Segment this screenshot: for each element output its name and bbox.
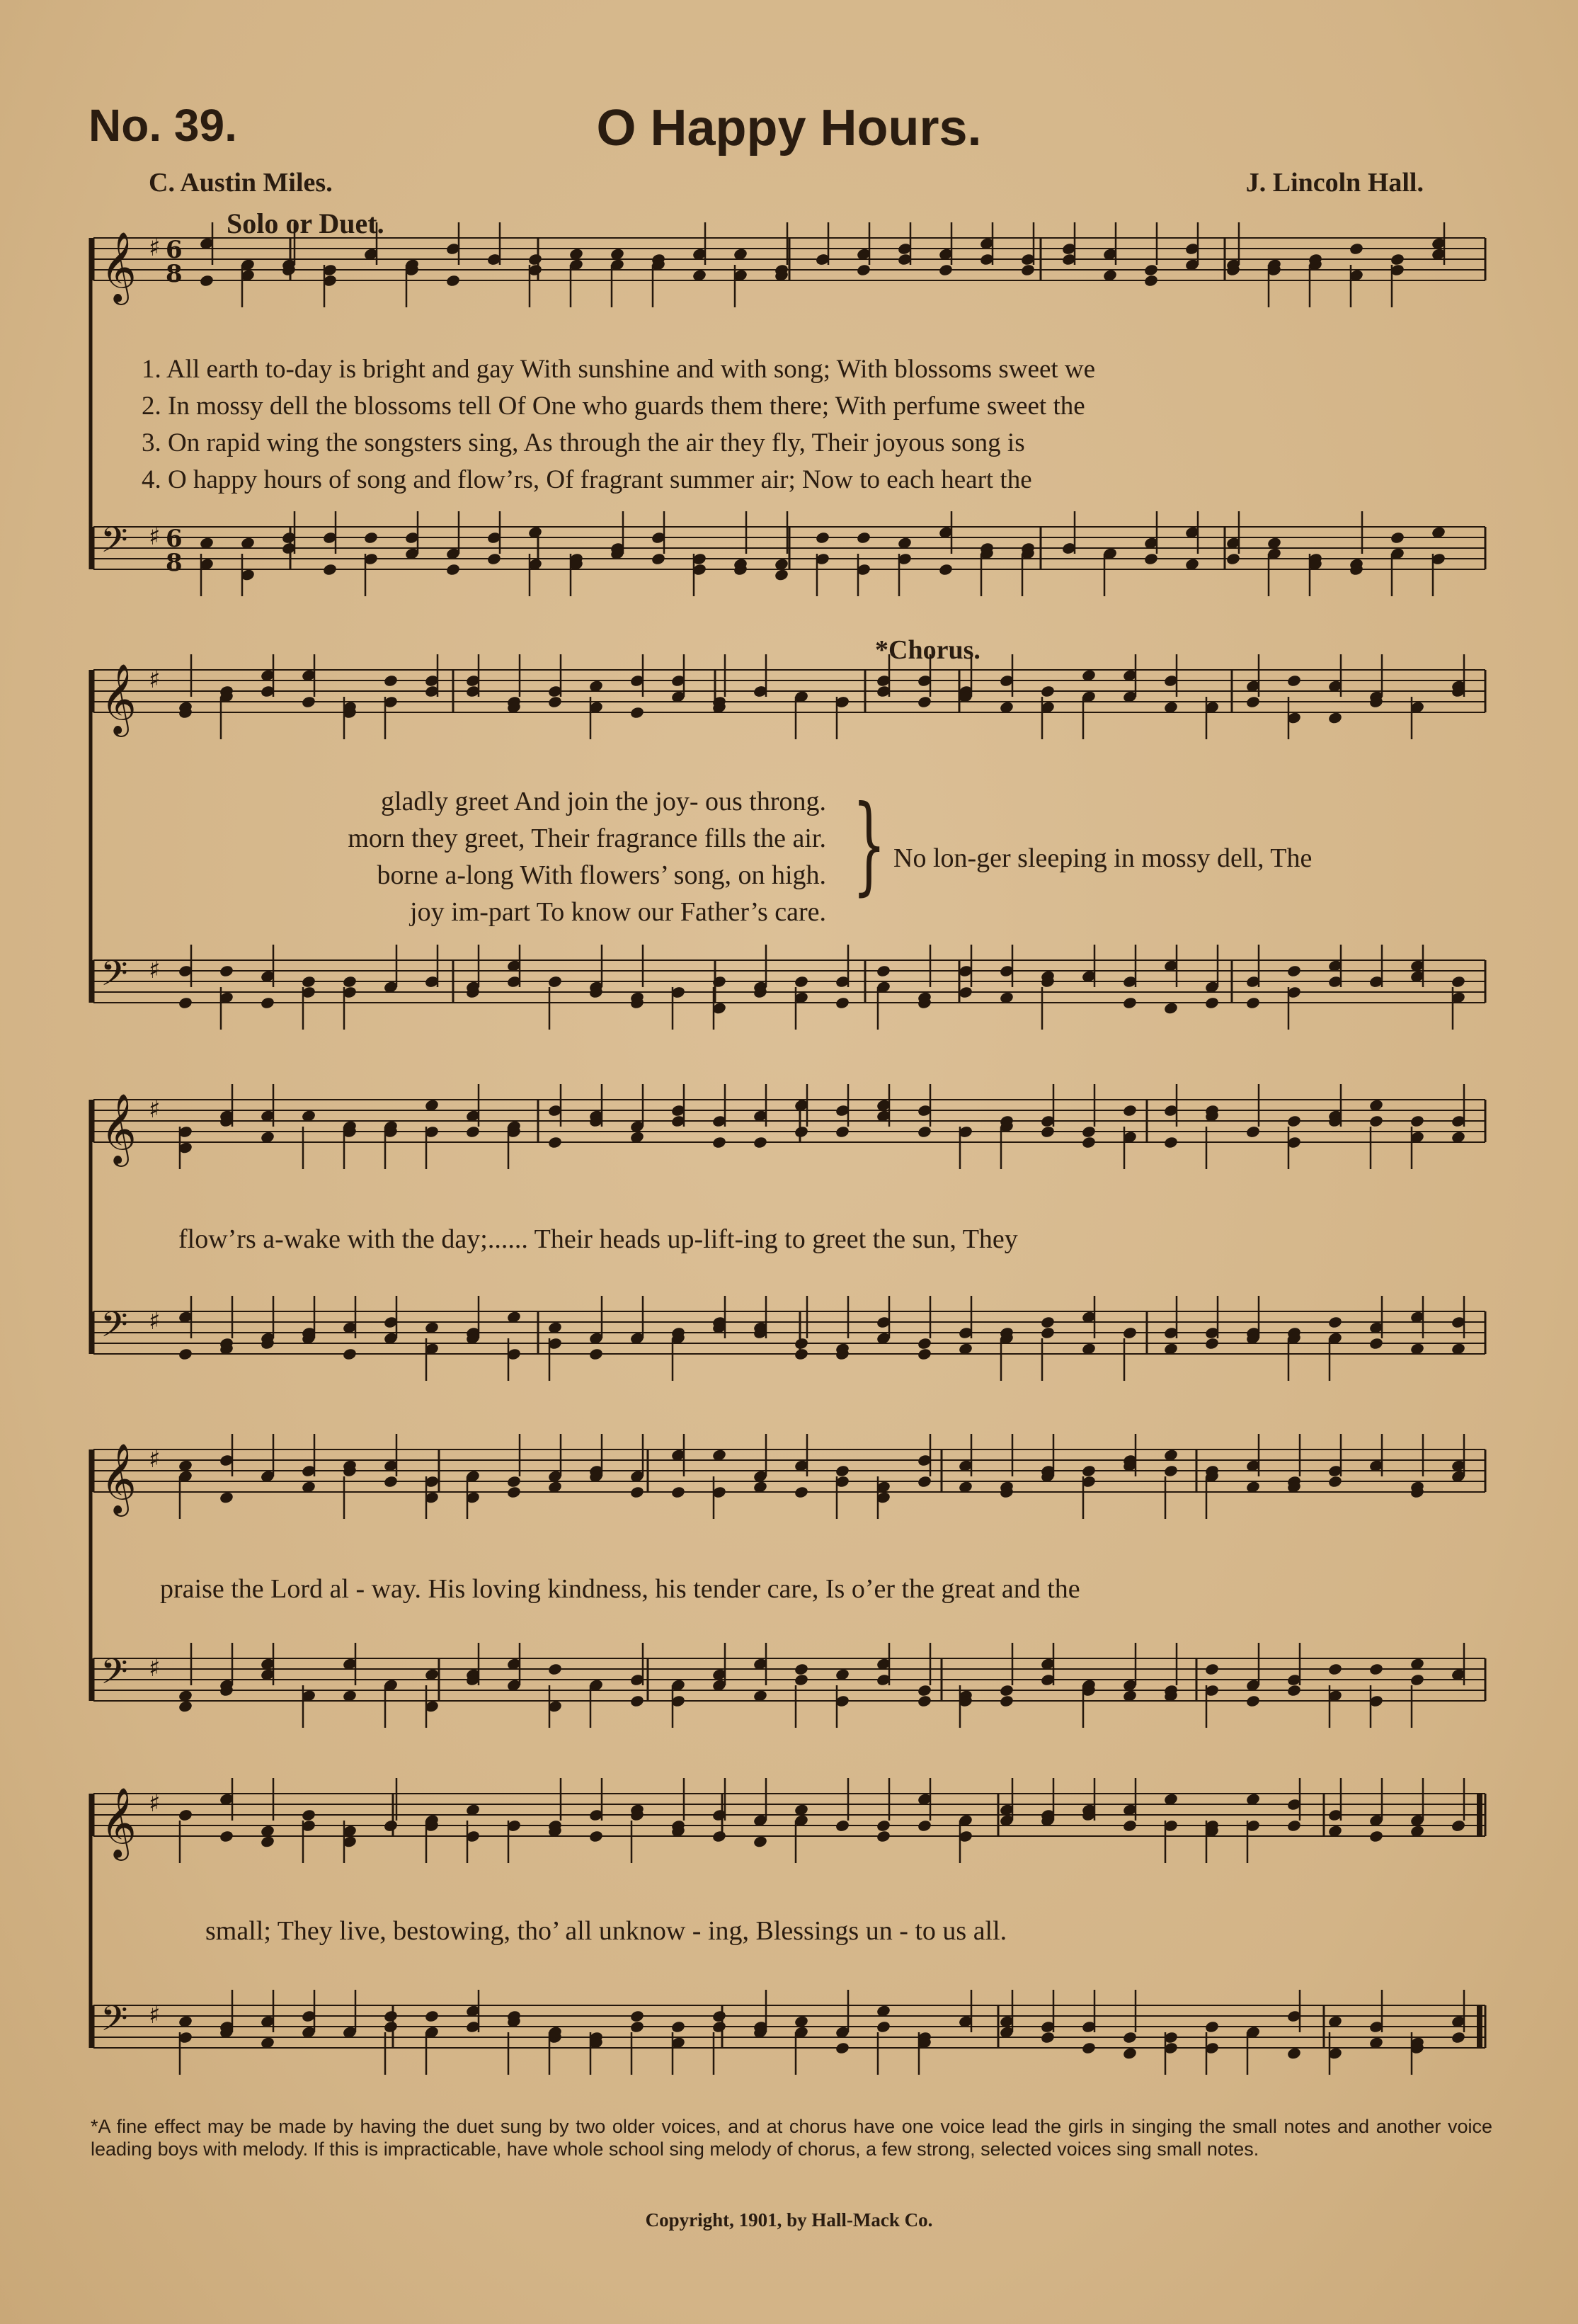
chorus-lyric-1: No lon-ger sleeping in mossy dell, The: [893, 843, 1313, 873]
note-head: [424, 2010, 440, 2023]
note-head: [629, 1694, 645, 1708]
treble-clef-icon: 𝄞: [101, 1443, 137, 1514]
note-head: [1122, 2031, 1138, 2044]
note-head: [178, 1348, 193, 1361]
note-head: [547, 975, 563, 989]
note-head: [1204, 996, 1220, 1010]
note-head: [383, 1819, 399, 1833]
note-head: [1040, 1316, 1056, 1329]
note-head: [938, 263, 954, 277]
note-head: [1081, 1136, 1097, 1149]
note-head: [1451, 1819, 1466, 1833]
note-head: [1040, 1326, 1056, 1340]
note-head: [753, 1136, 768, 1149]
note-head: [917, 1684, 932, 1697]
note-head: [794, 1337, 809, 1350]
note-head: [1122, 2046, 1138, 2060]
note-head: [938, 563, 954, 576]
note-head: [178, 1808, 193, 1822]
note-head: [342, 1348, 358, 1361]
note-head: [1081, 1464, 1097, 1478]
note-head: [999, 1694, 1014, 1708]
note-head: [629, 2010, 645, 2023]
note-head: [1122, 996, 1138, 1010]
key-signature-sharp-icon: ♯: [149, 666, 161, 694]
note-head: [527, 253, 543, 266]
note-head: [1040, 2031, 1056, 2044]
note-head: [1349, 242, 1364, 256]
key-signature-sharp-icon: ♯: [149, 1095, 161, 1124]
bass-clef-icon: 𝄢: [101, 1651, 128, 1701]
note-head: [506, 1475, 522, 1488]
bass-clef-icon: 𝄢: [101, 520, 128, 569]
performance-direction: Solo or Duet.: [227, 207, 384, 239]
verse-ending-4: joy im-part To know our Father’s care.: [410, 897, 826, 927]
note-head: [856, 263, 871, 277]
note-head: [794, 975, 809, 989]
note-head: [670, 1486, 686, 1499]
verse-line-4: 4. O happy hours of song and flow’rs, Of fragrant summer air; Now to each heart the: [142, 465, 1032, 494]
chorus-lyric-4: small; They live, bestowing, tho’ all unknow - ing, Blessings un - to us all.: [205, 1916, 1007, 1946]
time-signature-top: 6: [166, 236, 183, 264]
note-head: [1451, 975, 1466, 989]
note-head: [999, 1684, 1014, 1697]
note-head: [1286, 2046, 1302, 2060]
note-head: [486, 552, 502, 566]
note-head: [917, 1475, 932, 1488]
note-head: [322, 563, 338, 576]
note-head: [383, 2010, 399, 2023]
note-head: [1368, 1115, 1384, 1128]
note-head: [815, 531, 830, 545]
time-signature-bottom: 8: [166, 549, 183, 577]
note-head: [219, 964, 234, 978]
note-head: [711, 1136, 727, 1149]
note-head: [835, 2041, 850, 2055]
note-head: [1143, 274, 1159, 287]
time-signature-top: 6: [166, 525, 183, 553]
note-head: [876, 1830, 891, 1843]
note-head: [1245, 1694, 1261, 1708]
note-head: [711, 2020, 727, 2034]
verse-line-3: 3. On rapid wing the songsters sing, As through the air they fly, Their joyous song is: [142, 428, 1025, 457]
treble-clef-icon: 𝄞: [101, 232, 137, 302]
note-head: [363, 531, 379, 545]
key-signature-sharp-icon: ♯: [149, 1307, 161, 1335]
note-head: [1327, 1316, 1343, 1329]
note-head: [917, 695, 932, 709]
note-head: [794, 1348, 809, 1361]
note-head: [794, 1663, 809, 1676]
note-head: [917, 1819, 932, 1833]
key-signature-sharp-icon: ♯: [149, 1654, 161, 1682]
note-head: [383, 1475, 399, 1488]
note-head: [1143, 552, 1159, 566]
note-head: [301, 695, 316, 709]
composer-credit: J. Lincoln Hall.: [1245, 168, 1424, 198]
note-head: [178, 1699, 193, 1713]
note-head: [547, 1136, 563, 1149]
note-head: [1410, 1673, 1425, 1687]
note-head: [199, 274, 215, 287]
note-head: [383, 674, 399, 688]
note-head: [876, 2020, 891, 2034]
bass-clef-icon: 𝄢: [101, 1998, 128, 2048]
copyright-notice: Copyright, 1901, by Hall-Mack Co.: [645, 2209, 933, 2231]
note-head: [917, 1125, 932, 1139]
verse-line-1: 1. All earth to-day is bright and gay With sunshine and with song; With blossoms sweet we: [142, 355, 1096, 384]
note-head: [835, 1125, 850, 1139]
note-head: [547, 1663, 563, 1676]
note-head: [445, 563, 461, 576]
note-head: [1081, 2041, 1097, 2055]
note-head: [651, 552, 666, 566]
note-head: [1204, 1663, 1220, 1676]
note-head: [588, 1348, 604, 1361]
note-head: [1286, 674, 1302, 688]
note-head: [588, 1830, 604, 1843]
note-head: [629, 1486, 645, 1499]
note-head: [1122, 1819, 1138, 1833]
note-head: [1327, 1663, 1343, 1676]
note-head: [547, 695, 563, 709]
note-head: [1040, 1125, 1056, 1139]
note-head: [1368, 1663, 1384, 1676]
note-head: [1225, 552, 1241, 566]
key-signature-sharp-icon: ♯: [149, 1789, 161, 1818]
note-head: [711, 975, 727, 989]
note-head: [1327, 711, 1343, 724]
note-head: [629, 706, 645, 719]
note-head: [670, 2020, 686, 2034]
note-head: [445, 274, 461, 287]
note-head: [876, 1819, 891, 1833]
chorus-lyric-3: praise the Lord al - way. His loving kindness, his tender care, Is o’er the great and the: [160, 1574, 1080, 1604]
time-signature-bottom: 8: [166, 260, 183, 288]
key-signature-sharp-icon: ♯: [149, 1445, 161, 1474]
chorus-label: *Chorus.: [875, 635, 980, 665]
verse-line-2: 2. In mossy dell the blossoms tell Of One who guards them there; With perfume sweet the: [142, 392, 1085, 421]
lyricist-credit: C. Austin Miles.: [149, 168, 333, 198]
note-head: [1368, 1830, 1384, 1843]
note-head: [1451, 2031, 1466, 2044]
note-head: [1286, 964, 1302, 978]
note-head: [835, 1464, 850, 1478]
note-head: [1245, 996, 1261, 1010]
note-head: [917, 1694, 932, 1708]
note-head: [1163, 1001, 1179, 1015]
note-head: [1245, 695, 1261, 709]
note-head: [835, 996, 850, 1010]
note-head: [794, 1125, 809, 1139]
hymn-number: No. 39.: [88, 100, 237, 151]
key-signature-sharp-icon: ♯: [149, 523, 161, 551]
note-head: [774, 568, 789, 581]
key-signature-sharp-icon: ♯: [149, 2001, 161, 2029]
note-head: [1245, 1125, 1261, 1139]
note-head: [835, 1819, 850, 1833]
note-head: [1163, 1136, 1179, 1149]
note-head: [794, 1486, 809, 1499]
verse-ending-2: morn they greet, Their fragrance fills the air.: [348, 824, 826, 853]
note-head: [260, 1835, 275, 1848]
note-head: [465, 1125, 481, 1139]
verse-ending-3: borne a-long With flowers’ song, on high.: [377, 860, 826, 890]
hymn-title: O Happy Hours.: [596, 100, 982, 156]
note-head: [917, 1337, 932, 1350]
key-signature-sharp-icon: ♯: [149, 234, 161, 262]
bass-clef-icon: 𝄢: [101, 953, 128, 1003]
note-head: [856, 531, 871, 545]
note-head: [711, 2010, 727, 2023]
treble-clef-icon: 𝄞: [101, 1787, 137, 1858]
note-head: [1410, 1115, 1425, 1128]
bass-clef-icon: 𝄢: [101, 1304, 128, 1354]
note-head: [1286, 1115, 1302, 1128]
note-head: [1390, 531, 1405, 545]
key-signature-sharp-icon: ♯: [149, 956, 161, 984]
note-head: [1020, 263, 1036, 277]
note-head: [753, 1835, 768, 1848]
note-head: [178, 996, 193, 1010]
note-head: [917, 1348, 932, 1361]
note-head: [301, 1808, 316, 1822]
chorus-lyric-2: flow’rs a-wake with the day;...... Their heads up-lift-ing to greet the sun, They: [178, 1224, 1018, 1254]
verse-ending-1: gladly greet And join the joy- ous throng.: [380, 787, 826, 816]
note-head: [1327, 1475, 1343, 1488]
note-head: [301, 975, 316, 989]
note-head: [1368, 1337, 1384, 1350]
note-head: [342, 975, 358, 989]
note-head: [219, 1830, 234, 1843]
note-head: [219, 1491, 234, 1504]
note-head: [1122, 1104, 1138, 1117]
note-head: [1286, 1684, 1302, 1697]
note-head: [1143, 263, 1159, 277]
note-head: [794, 1673, 809, 1687]
note-head: [1204, 2020, 1220, 2034]
footnote: *A fine effect may be made by having the duet sung by two older voices, and at chorus have one voice lead the girls in singing the small notes and another voice leading boys with melody. If this is impracticable, have whole school sing melody of chorus, a few strong, selected voices sing small notes.: [91, 2116, 1492, 2160]
note-head: [260, 996, 275, 1010]
note-head: [1122, 1326, 1138, 1340]
note-head: [1390, 253, 1405, 266]
note-head: [1081, 1125, 1097, 1139]
note-head: [1040, 685, 1056, 698]
verse-brace: }: [852, 783, 886, 906]
note-head: [383, 2020, 399, 2034]
note-head: [1286, 1819, 1302, 1833]
treble-clef-icon: 𝄞: [101, 1093, 137, 1164]
note-head: [506, 1486, 522, 1499]
note-head: [876, 964, 891, 978]
note-head: [1204, 1337, 1220, 1350]
treble-clef-icon: 𝄞: [101, 663, 137, 734]
note-head: [629, 2020, 645, 2034]
note-head: [711, 1830, 727, 1843]
note-head: [1163, 1464, 1179, 1478]
